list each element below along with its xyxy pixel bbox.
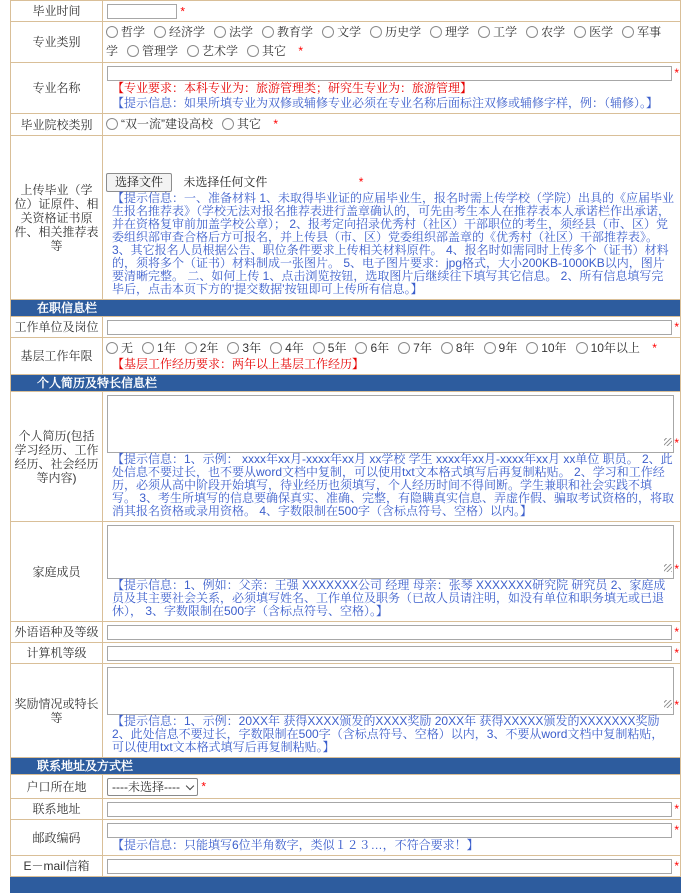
required-asterisk: *	[674, 646, 679, 660]
email-input[interactable]	[107, 859, 672, 874]
radio-button-icon[interactable]	[526, 342, 538, 354]
certificate-upload-label: 上传毕业（学位）证原件、相关资格证书原件、相关推荐表等	[11, 136, 103, 299]
radio-button-icon[interactable]	[576, 342, 588, 354]
major-name-hint: 【提示信息：如果所填专业为双修或辅修专业必须在专业名称后面标注双修或辅修字样，例：（辅修）。】	[112, 96, 659, 110]
radio-button-icon[interactable]	[247, 45, 259, 57]
radio-button-icon[interactable]	[270, 342, 282, 354]
radio-button-icon[interactable]	[355, 342, 367, 354]
radio-option-label: 4年	[285, 341, 304, 355]
row-certificate-upload	[11, 136, 680, 300]
radio-option[interactable]	[398, 341, 432, 355]
hukou-label: 户口所在地	[11, 775, 103, 798]
radio-option[interactable]	[441, 341, 475, 355]
row-resume	[11, 392, 680, 522]
major-category-radio-group	[106, 25, 661, 58]
radio-option[interactable]	[526, 25, 565, 39]
radio-option-label: 工学	[493, 25, 518, 39]
radio-button-icon[interactable]	[106, 118, 118, 130]
radio-option-label: 艺术学	[202, 44, 239, 58]
hukou-selected-value: ----未选择----	[112, 779, 180, 794]
radio-button-icon[interactable]	[478, 26, 490, 38]
radio-option[interactable]	[574, 25, 613, 39]
radio-button-icon[interactable]	[322, 26, 334, 38]
radio-option-label: 7年	[413, 341, 432, 355]
school-type-radio-group	[106, 117, 270, 131]
row-graduation-time	[11, 1, 680, 22]
radio-option-label: 3年	[242, 341, 262, 355]
contact-address-label: 联系地址	[11, 799, 103, 819]
radio-option[interactable]	[142, 341, 176, 355]
radio-option[interactable]	[526, 341, 566, 355]
section-header-contact: 联系地址及方式栏	[11, 758, 680, 775]
application-form-table	[10, 0, 681, 877]
resize-handle-icon[interactable]	[664, 700, 672, 708]
required-asterisk: *	[201, 779, 206, 794]
radio-option-label: 法学	[229, 25, 254, 39]
required-asterisk: *	[273, 117, 279, 131]
foreign-language-label: 外语语种及等级	[11, 622, 103, 642]
radio-option[interactable]	[187, 44, 238, 58]
resize-handle-icon[interactable]	[664, 564, 672, 572]
radio-button-icon[interactable]	[154, 26, 166, 38]
radio-button-icon[interactable]	[106, 342, 118, 354]
radio-button-icon[interactable]	[214, 26, 226, 38]
radio-button-icon[interactable]	[185, 342, 197, 354]
radio-option-label: 10年	[541, 341, 567, 355]
radio-option[interactable]	[576, 341, 640, 355]
row-contact-address	[11, 799, 680, 820]
row-work-unit	[11, 317, 680, 338]
choose-file-button[interactable]: 选择文件	[106, 173, 172, 192]
row-postcode	[11, 820, 680, 856]
radio-option-label: 理学	[445, 25, 470, 39]
required-asterisk: *	[298, 44, 304, 58]
computer-level-label: 计算机等级	[11, 643, 103, 663]
radio-option[interactable]	[154, 25, 205, 39]
required-asterisk: *	[652, 341, 657, 355]
radio-option-label: 5年	[327, 341, 347, 355]
family-members-label: 家庭成员	[11, 522, 103, 621]
major-name-label: 专业名称	[11, 63, 103, 113]
resume-textarea[interactable]	[107, 395, 674, 453]
computer-level-input[interactable]	[107, 646, 672, 661]
row-major-name	[11, 63, 680, 114]
grassroots-years-radio-group	[106, 341, 649, 355]
radio-option-label: 6年	[370, 341, 390, 355]
postcode-hint: 【提示信息：只能填写6位半角数字，类似１２３…，不符合要求！】	[112, 838, 479, 852]
radio-option-label: 1年	[157, 341, 176, 355]
radio-button-icon[interactable]	[142, 342, 154, 354]
required-asterisk: *	[674, 802, 679, 816]
radio-button-icon[interactable]	[574, 26, 586, 38]
required-asterisk: *	[674, 66, 679, 80]
radio-option-label: 10年以上	[590, 341, 640, 355]
radio-option[interactable]	[106, 341, 133, 355]
graduation-time-input[interactable]	[107, 4, 177, 19]
radio-button-icon[interactable]	[127, 45, 139, 57]
radio-option[interactable]	[370, 25, 421, 39]
email-label: E－mail信箱	[11, 856, 103, 876]
radio-option[interactable]	[270, 341, 304, 355]
radio-option[interactable]	[322, 25, 361, 39]
radio-option[interactable]	[478, 25, 517, 39]
postcode-input[interactable]	[107, 823, 672, 838]
radio-option-label: 经济学	[169, 25, 206, 39]
radio-option-label: 8年	[455, 341, 475, 355]
radio-option[interactable]	[484, 341, 518, 355]
grassroots-years-label: 基层工作年限	[11, 338, 103, 374]
radio-option-label: 文学	[337, 25, 362, 39]
row-foreign-language	[11, 622, 680, 643]
radio-option[interactable]	[185, 341, 219, 355]
radio-option-label: 无	[121, 341, 134, 355]
row-computer-level	[11, 643, 680, 664]
major-name-input[interactable]	[107, 66, 672, 81]
required-asterisk: *	[674, 859, 679, 873]
radio-option-label: 教育学	[277, 25, 314, 39]
required-asterisk: *	[674, 625, 679, 639]
awards-hint: 【提示信息：1、示例：20XX年 获得XXXX颁发的XXXX奖励 20XX年 获得XXXXX颁发的XXXXXXX奖励 2、此处信息不要过长，字数限制在500字（含标点符号、空格）以内，3、不要从word文档中复制粘贴，可以使用txt文本格式填写后再复制粘贴。】	[112, 714, 664, 754]
radio-option[interactable]	[247, 44, 286, 58]
required-asterisk: *	[674, 436, 679, 450]
required-asterisk: *	[674, 320, 679, 334]
foreign-language-input[interactable]	[107, 625, 672, 640]
radio-option[interactable]	[106, 117, 213, 131]
contact-address-input[interactable]	[107, 802, 672, 817]
radio-option-label: 军事学	[106, 25, 662, 58]
row-school-type	[11, 114, 680, 136]
file-status-text: 未选择任何文件	[183, 175, 268, 189]
awards-textarea[interactable]	[107, 667, 674, 715]
radio-button-icon[interactable]	[441, 342, 453, 354]
row-email	[11, 856, 680, 877]
radio-option-label: 农学	[541, 25, 566, 39]
radio-button-icon[interactable]	[187, 45, 199, 57]
upload-hint: 【提示信息：一、准备材料 1、未取得毕业证的应届毕业生，报名时需上传学校（学院）出具的《应届毕业生报名推荐表》（学校无法对报名推荐表进行盖章确认的，可先由考生本人在推荐表本人承诺栏作出承诺，并在资格复审前加盖学校公章）； 2、报考定向招录优秀村（社区）干部职位的考生，须经县（市、区）党委组织部审查合格后方可报名，并上传县（市、区）党委组织部盖章的《优秀村（社区）干部推荐表》。 3、其它报名人员根据公告、职位条件要求上传相关材料原件。 4、报名时如需同时上传多个（证书）材料的，须将多个（证书）材料制成一张图片。 5、电子图片要求：jpg格式，大小200KB-1000KB以内，图片要清晰完整。 二、如何上传 1、点击浏览按钮，选取图片后继续往下填写其它信息。 2、所有信息填写完毕后，点击本页下方的'提交数据'按钮即可上传所有信息。】	[112, 191, 675, 296]
radio-option[interactable]	[106, 25, 145, 39]
required-asterisk: *	[180, 4, 186, 19]
graduation-time-label: 毕业时间	[11, 1, 103, 21]
resize-handle-icon[interactable]	[664, 438, 672, 446]
resume-label: 个人简历(包括学习经历、工作经历、社会经历等内容)	[11, 392, 103, 521]
required-asterisk: *	[674, 562, 679, 576]
next-section-header-bar	[10, 877, 681, 893]
row-family-members	[11, 522, 680, 622]
grassroots-requirement-hint: 【基层工作经历要求：两年以上基层工作经历】	[112, 357, 365, 371]
radio-option[interactable]	[227, 341, 261, 355]
radio-button-icon[interactable]	[526, 26, 538, 38]
radio-button-icon[interactable]	[370, 26, 382, 38]
row-hukou	[11, 775, 680, 799]
required-asterisk: *	[674, 823, 679, 837]
hukou-select[interactable]	[107, 778, 198, 796]
radio-button-icon[interactable]	[430, 26, 442, 38]
resume-hint: 【提示信息：1、示例： xxxx年xx月-xxxx年xx月 xx学校 学生 xxxx年xx月-xxxx年xx月 xx单位 职员。 2、此处信息不要过长，也不要从word文档中复制，可以使用txt文本格式填写后再复制粘贴。 2、学习和工作经历，必须从高中阶段开始填写，待业经历也须填写，个人经历时间不得间断。学生兼职和社会实践不填写。 3、考生所填写的信息要确保真实、准确、完整，有隐瞒真实信息、弄虚作假、骗取考试资格的，将取消其报名资格或录用资格。 4、字数限制在500字（含标点符号、空格）以内。】	[112, 452, 675, 518]
radio-option-label: 历史学	[385, 25, 422, 39]
row-major-category	[11, 22, 680, 63]
radio-button-icon[interactable]	[313, 342, 325, 354]
radio-button-icon[interactable]	[398, 342, 410, 354]
school-type-label: 毕业院校类别	[11, 114, 103, 135]
radio-option-label: “双一流”建设高校	[121, 117, 213, 131]
radio-option[interactable]	[262, 25, 313, 39]
radio-option[interactable]	[222, 117, 261, 131]
major-category-label: 专业类别	[11, 22, 103, 62]
radio-option[interactable]	[127, 44, 178, 58]
radio-option-label: 医学	[589, 25, 614, 39]
radio-button-icon[interactable]	[484, 342, 496, 354]
work-unit-input[interactable]	[107, 320, 672, 335]
radio-option-label: 其它	[262, 44, 287, 58]
required-asterisk: *	[358, 175, 364, 189]
radio-button-icon[interactable]	[106, 26, 118, 38]
radio-option[interactable]	[214, 25, 253, 39]
work-unit-label: 工作单位及岗位	[11, 317, 103, 337]
radio-button-icon[interactable]	[622, 26, 634, 38]
awards-label: 奖励情况或特长等	[11, 664, 103, 757]
section-header-profile: 个人简历及特长信息栏	[11, 375, 680, 392]
postcode-label: 邮政编码	[11, 820, 103, 855]
radio-option-label: 其它	[237, 117, 262, 131]
radio-button-icon[interactable]	[222, 118, 234, 130]
major-requirement-hint: 【专业要求：本科专业为：旅游管理类；研究生专业为：旅游管理】	[112, 81, 473, 95]
section-header-employment: 在职信息栏	[11, 300, 680, 317]
family-members-textarea[interactable]	[107, 525, 674, 579]
radio-option[interactable]	[430, 25, 469, 39]
row-grassroots-years	[11, 338, 680, 375]
radio-option-label: 哲学	[121, 25, 146, 39]
upload-preview-area	[106, 137, 677, 173]
family-members-hint: 【提示信息：1、例如：父亲：王强 XXXXXXX公司 经理 母亲：张琴 XXXXXXX研究院 研究员 2、家庭成员及其主要社会关系，必须填写姓名、工作单位及职务（已故人员请注明，如没有单位和职务填无或已退休）， 3、字数限制在500字（含标点符号、空格）。】	[112, 578, 666, 618]
chevron-down-icon	[186, 781, 194, 789]
radio-button-icon[interactable]	[262, 26, 274, 38]
radio-option-label: 9年	[498, 341, 518, 355]
radio-option[interactable]	[313, 341, 347, 355]
row-awards	[11, 664, 680, 758]
radio-option-label: 管理学	[142, 44, 179, 58]
radio-button-icon[interactable]	[227, 342, 239, 354]
radio-option[interactable]	[355, 341, 389, 355]
required-asterisk: *	[674, 698, 679, 712]
radio-option-label: 2年	[199, 341, 219, 355]
